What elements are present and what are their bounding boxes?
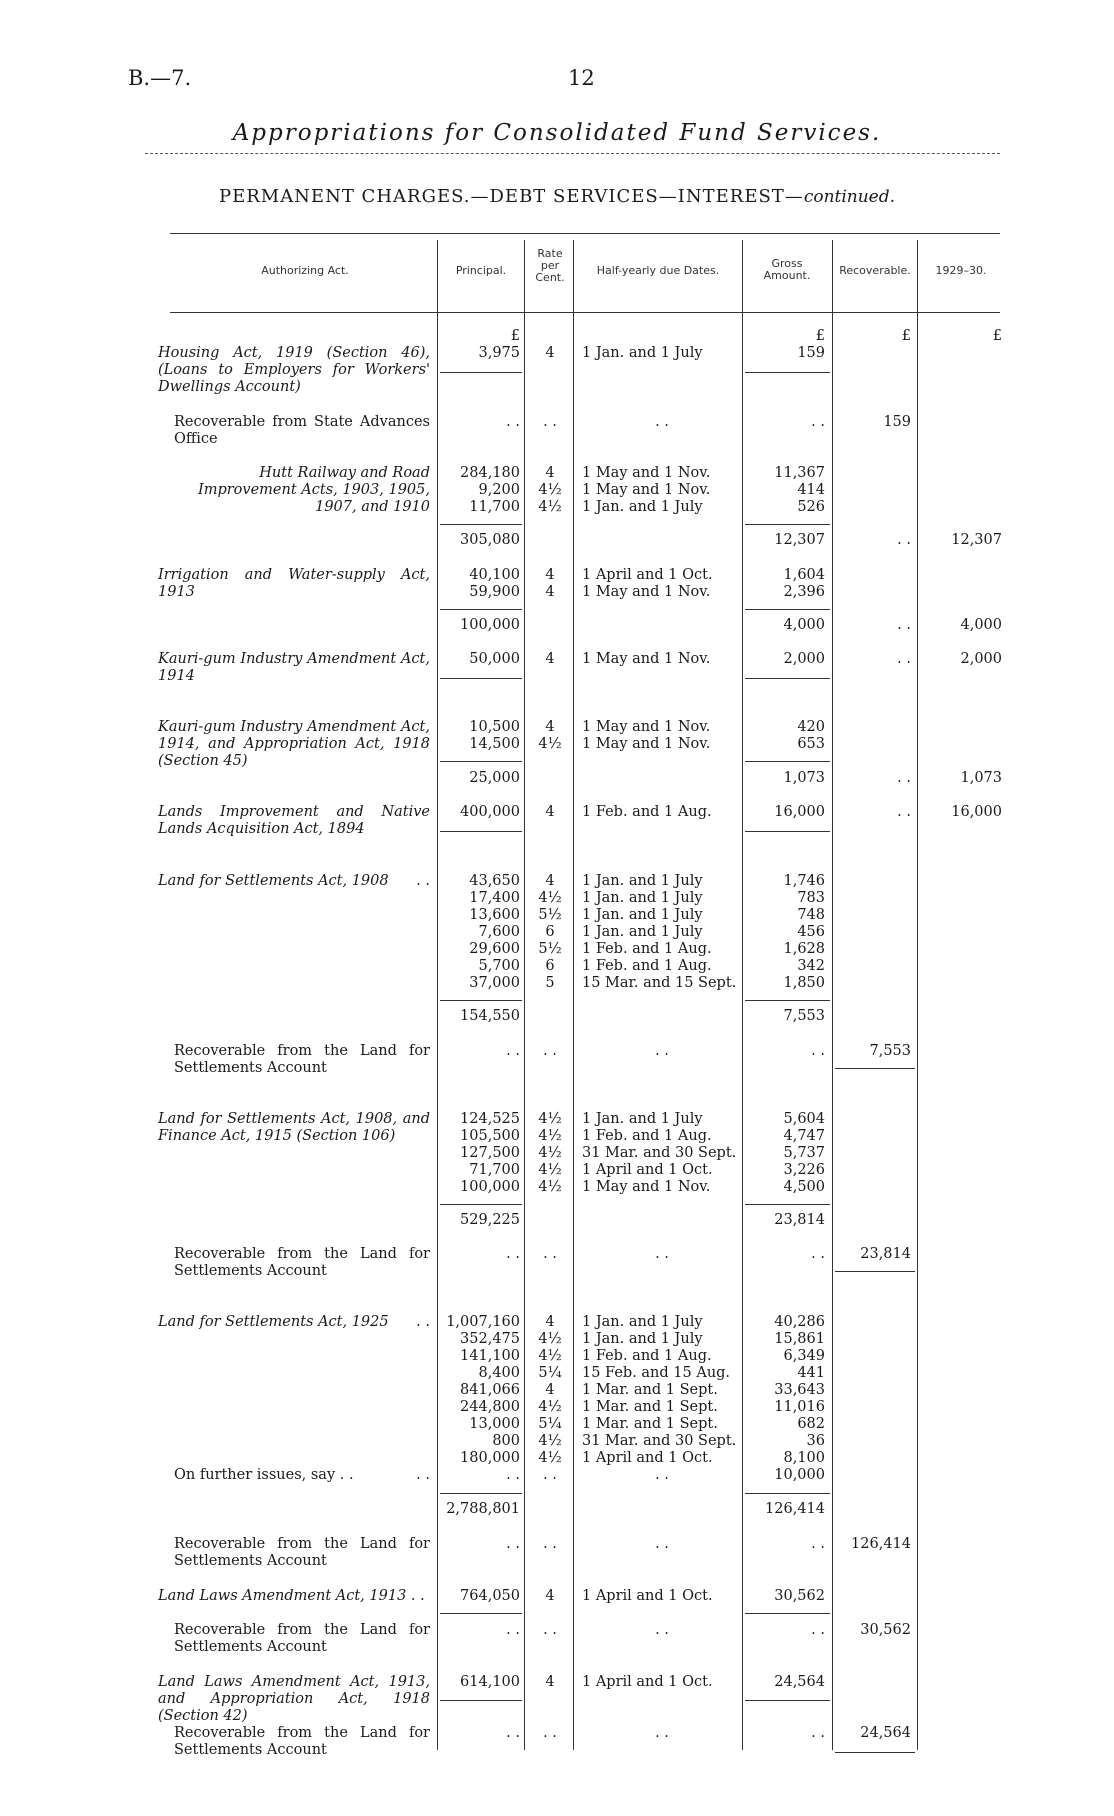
total-principal: 25,000 (469, 770, 520, 786)
year-amount: 1,073 (960, 770, 1002, 786)
dots-cell: . . (655, 1246, 669, 1262)
dots-cell: . . (811, 1246, 825, 1262)
gross-cell: 2,396 (783, 584, 825, 600)
rate-cell: 4½ (538, 890, 562, 906)
subtitle-main: PERMANENT CHARGES.—DEBT SERVICES—INTEREST— (218, 186, 804, 207)
subtotal-rule (745, 1613, 830, 1614)
page-title: Appropriations for Consolidated Fund Services. (232, 120, 882, 146)
year-amount: 12,307 (951, 532, 1002, 548)
rate-cell: 4 (545, 345, 555, 361)
rate-cell: 4½ (538, 1433, 562, 1449)
gross-cell: 4,500 (783, 1179, 825, 1195)
dates-cell: 1 Mar. and 1 Sept. (582, 1416, 718, 1432)
subtotal-rule (440, 372, 522, 373)
currency-recoverable: £ (901, 328, 911, 344)
dots-cell: . . (506, 1725, 520, 1741)
rate-cell: 4 (545, 1588, 555, 1604)
col-divider-rate (524, 240, 525, 1750)
act-land-laws-1913 (158, 1588, 430, 1605)
gross-cell: 5,604 (783, 1111, 825, 1127)
principal-cell: 105,500 (460, 1128, 520, 1144)
dots-cell: . . (811, 1725, 825, 1741)
recoverable-amount: 24,564 (860, 1725, 911, 1741)
principal-cell: 5,700 (478, 958, 520, 974)
rate-cell: 6 (545, 924, 555, 940)
subtotal-rule (440, 524, 522, 525)
rate-cell: 4 (545, 584, 555, 600)
dots-cell: . . (543, 1246, 557, 1262)
act-name: Land for Settlements Act, 1925 (158, 1314, 389, 1330)
header-bottom-rule (170, 312, 1000, 313)
gross-cell: 1,850 (783, 975, 825, 991)
dates-cell: 1 May and 1 Nov. (582, 584, 711, 600)
document-reference: B.—7. (128, 66, 192, 90)
dots-cell: . . (506, 1246, 520, 1262)
dates-cell: 31 Mar. and 30 Sept. (582, 1433, 737, 1449)
rate-cell: 4 (545, 1382, 555, 1398)
principal-cell: 43,650 (469, 873, 520, 889)
col-divider-gross (742, 240, 743, 1750)
gross-cell: 8,100 (783, 1450, 825, 1466)
total-gross: 12,307 (774, 532, 825, 548)
rate-cell: 4 (545, 719, 555, 735)
subtotal-rule (440, 678, 522, 679)
gross-cell: 456 (797, 924, 825, 940)
gross-cell: 36 (806, 1433, 825, 1449)
gross-cell: 40,286 (774, 1314, 825, 1330)
dates-cell: 1 Feb. and 1 Aug. (582, 1128, 712, 1144)
dots-cell: . . (655, 414, 669, 430)
dates-cell: 1 Jan. and 1 July (582, 345, 703, 361)
principal-cell: 284,180 (460, 465, 520, 481)
gross-cell: 11,016 (774, 1399, 825, 1415)
subtotal-rule (745, 1204, 830, 1205)
recoverable-amount: 30,562 (860, 1622, 911, 1638)
gross-cell: 342 (797, 958, 825, 974)
total-gross: 4,000 (783, 617, 825, 633)
dots-cell: . . (543, 1725, 557, 1741)
leader-dots: . . (410, 1588, 425, 1604)
subtotal-rule (745, 1700, 830, 1701)
dates-cell: 1 Jan. and 1 July (582, 1331, 703, 1347)
year-amount: 4,000 (960, 617, 1002, 633)
recoverable-amount: 23,814 (860, 1246, 911, 1262)
principal-cell: 180,000 (460, 1450, 520, 1466)
gross-cell: 5,737 (783, 1145, 825, 1161)
dots-cell: . . (811, 1622, 825, 1638)
subtitle-continued: continued. (803, 187, 896, 207)
subtotal-rule (745, 1493, 830, 1494)
rate-cell: 4½ (538, 1128, 562, 1144)
header-act: Authorizing Act. (261, 264, 349, 277)
rate-cell: 4 (545, 651, 555, 667)
recoverable-amount: 7,553 (869, 1043, 911, 1059)
dates-cell: 1 May and 1 Nov. (582, 719, 711, 735)
gross-cell: 682 (797, 1416, 825, 1432)
dates-cell: 1 Jan. and 1 July (582, 924, 703, 940)
further-label-text: On further issues, say (174, 1467, 336, 1483)
subtotal-rule (835, 1271, 915, 1272)
recoverable-amount: 126,414 (851, 1536, 911, 1552)
dots-cell: . . (897, 617, 911, 633)
dates-cell: 1 April and 1 Oct. (582, 567, 713, 583)
rate-cell: 4 (545, 804, 555, 820)
rate-cell: 4 (545, 1674, 555, 1690)
col-divider-year (917, 240, 918, 1750)
recoverable-label: Recoverable from State Advances Office (174, 414, 430, 447)
dots-cell: . . (811, 1536, 825, 1552)
subtotal-rule (440, 1613, 522, 1614)
dates-cell: 15 Feb. and 15 Aug. (582, 1365, 731, 1381)
rate-cell: 4½ (538, 1450, 562, 1466)
gross-cell: 420 (797, 719, 825, 735)
rate-cell: 4½ (538, 1399, 562, 1415)
act-irrigation: Irrigation and Water-supply Act, 1913 (158, 567, 430, 600)
dots-cell: . . (655, 1467, 669, 1483)
subtotal-rule (835, 1752, 915, 1753)
principal-cell: 141,100 (460, 1348, 520, 1364)
rate-cell: 4 (545, 567, 555, 583)
col-divider-recoverable (832, 240, 833, 1750)
total-gross: 23,814 (774, 1212, 825, 1228)
rate-cell: 4½ (538, 1111, 562, 1127)
currency-gross: £ (815, 328, 825, 344)
recoverable-label: Recoverable from the Land for Settlements Account (174, 1725, 430, 1758)
dates-cell: 1 April and 1 Oct. (582, 1588, 713, 1604)
gross-cell: 6,349 (783, 1348, 825, 1364)
principal-cell: 13,600 (469, 907, 520, 923)
currency-year: £ (992, 328, 1002, 344)
gross-cell: 414 (797, 482, 825, 498)
subtotal-rule (745, 1000, 830, 1001)
dots-cell: . . (897, 804, 911, 820)
gross-cell: 783 (797, 890, 825, 906)
act-kauri-gum-appropriation: Kauri-gum Industry Amendment Act, 1914, and Appropriation Act, 1918 (Section 45) (158, 719, 430, 769)
dots-cell: . . (506, 414, 520, 430)
total-gross: 126,414 (765, 1501, 825, 1517)
act-hutt: Hutt Railway and Road Improvement Acts, 1903, 1905, 1907, and 1910 (197, 465, 430, 515)
dates-cell: 1 Feb. and 1 Aug. (582, 804, 712, 820)
act-name: Land Laws Amendment Act, 1913 (158, 1588, 407, 1604)
gross-cell: 15,861 (774, 1331, 825, 1347)
principal-cell: 841,066 (460, 1382, 520, 1398)
year-amount: 2,000 (960, 651, 1002, 667)
gross-cell: 33,643 (774, 1382, 825, 1398)
dots-cell: . . (543, 414, 557, 430)
principal-cell: 244,800 (460, 1399, 520, 1415)
subtotal-rule (835, 1068, 915, 1069)
gross-cell: 30,562 (774, 1588, 825, 1604)
rate-cell: 4½ (538, 1348, 562, 1364)
dots-cell: . . (655, 1725, 669, 1741)
act-land-laws-1918: Land Laws Amendment Act, 1913, and Appropriation Act, 1918 (Section 42) (158, 1674, 430, 1724)
rate-cell: 4½ (538, 1145, 562, 1161)
gross-cell: 159 (797, 345, 825, 361)
principal-cell: 764,050 (460, 1588, 520, 1604)
gross-cell: 3,226 (783, 1162, 825, 1178)
subtotal-rule (745, 831, 830, 832)
subtotal-rule (745, 678, 830, 679)
total-principal: 154,550 (460, 1008, 520, 1024)
total-gross: 7,553 (783, 1008, 825, 1024)
dots-cell: . . (655, 1622, 669, 1638)
principal-cell: 9,200 (478, 482, 520, 498)
principal-cell: 17,400 (469, 890, 520, 906)
dots-cell: . . (506, 1622, 520, 1638)
dates-cell: 1 April and 1 Oct. (582, 1162, 713, 1178)
act-land-settlements-1908 (158, 873, 430, 890)
recoverable-amount: 159 (883, 414, 911, 430)
dates-cell: 1 May and 1 Nov. (582, 482, 711, 498)
principal-cell: 8,400 (478, 1365, 520, 1381)
act-kauri-gum: Kauri-gum Industry Amendment Act, 1914 (158, 651, 430, 684)
dots-cell: . . (543, 1622, 557, 1638)
dates-cell: 1 Feb. and 1 Aug. (582, 1348, 712, 1364)
dots-cell: . . (506, 1043, 520, 1059)
principal-cell: 127,500 (460, 1145, 520, 1161)
total-principal: 529,225 (460, 1212, 520, 1228)
year-amount: 16,000 (951, 804, 1002, 820)
principal-cell: 3,975 (478, 345, 520, 361)
rate-cell: 4½ (538, 1331, 562, 1347)
gross-cell: 16,000 (774, 804, 825, 820)
subtotal-rule (440, 1493, 522, 1494)
gross-cell: 441 (797, 1365, 825, 1381)
subtotal-rule (440, 1700, 522, 1701)
dates-cell: 1 May and 1 Nov. (582, 465, 711, 481)
leader-dots: . . (416, 1314, 430, 1330)
header-gross: Gross Amount. (763, 257, 811, 282)
principal-cell: 13,000 (469, 1416, 520, 1432)
act-lands-improvement: Lands Improvement and Native Lands Acquisition Act, 1894 (158, 804, 430, 837)
act-name: Land for Settlements Act, 1908 (158, 873, 389, 889)
dots-cell: . . (655, 1536, 669, 1552)
rate-cell: 5 (545, 975, 555, 991)
dates-cell: 1 April and 1 Oct. (582, 1674, 713, 1690)
dates-cell: 1 Jan. and 1 July (582, 499, 703, 515)
header-year: 1929–30. (935, 264, 987, 277)
gross-cell: 1,746 (783, 873, 825, 889)
dots-cell: . . (543, 1043, 557, 1059)
rate-cell: 4 (545, 465, 555, 481)
header-top-rule (170, 233, 1000, 234)
header-dates: Half-yearly due Dates. (596, 264, 720, 277)
rate-cell: 4½ (538, 482, 562, 498)
col-divider-dates (573, 240, 574, 1750)
gross-cell: 4,747 (783, 1128, 825, 1144)
principal-cell: 1,007,160 (446, 1314, 520, 1330)
header-rate: Rate per Cent. (535, 247, 565, 284)
gross-cell: 653 (797, 736, 825, 752)
dates-cell: 1 Feb. and 1 Aug. (582, 958, 712, 974)
rate-cell: 4½ (538, 499, 562, 515)
title-rule (145, 153, 1000, 154)
dots-cell: . . (506, 1536, 520, 1552)
rate-cell: 5¼ (538, 1416, 562, 1432)
dots-cell: . . (506, 1467, 520, 1483)
rate-cell: 4½ (538, 1179, 562, 1195)
recoverable-label: Recoverable from the Land for Settlements Account (174, 1536, 430, 1569)
recoverable-label: Recoverable from the Land for Settlements Account (174, 1246, 430, 1279)
rate-cell: 4 (545, 873, 555, 889)
dates-cell: 1 Mar. and 1 Sept. (582, 1382, 718, 1398)
total-gross: 1,073 (783, 770, 825, 786)
rate-cell: 5½ (538, 941, 562, 957)
dates-cell: 15 Mar. and 15 Sept. (582, 975, 737, 991)
leader-dots: . . (339, 1467, 354, 1483)
dates-cell: 1 Jan. and 1 July (582, 873, 703, 889)
dates-cell: 31 Mar. and 30 Sept. (582, 1145, 737, 1161)
subtotal-rule (440, 1000, 522, 1001)
subtotal-rule (440, 761, 522, 762)
principal-cell: 29,600 (469, 941, 520, 957)
subtotal-rule (745, 761, 830, 762)
principal-cell: 614,100 (460, 1674, 520, 1690)
rate-cell: 5¼ (538, 1365, 562, 1381)
header-recoverable: Recoverable. (839, 264, 911, 277)
further-issues-label (174, 1467, 430, 1484)
dots-cell: . . (897, 532, 911, 548)
subtotal-rule (440, 609, 522, 610)
principal-cell: 352,475 (460, 1331, 520, 1347)
leader-dots: . . (416, 1467, 430, 1483)
dates-cell: 1 Mar. and 1 Sept. (582, 1399, 718, 1415)
dates-cell: 1 Jan. and 1 July (582, 907, 703, 923)
subtotal-rule (745, 372, 830, 373)
gross-cell: 526 (797, 499, 825, 515)
rate-cell: 4½ (538, 1162, 562, 1178)
gross-cell: 1,628 (783, 941, 825, 957)
principal-cell: 40,100 (469, 567, 520, 583)
principal-cell: 50,000 (469, 651, 520, 667)
page-number: 12 (568, 66, 595, 90)
dots-cell: . . (655, 1043, 669, 1059)
principal-cell: 800 (492, 1433, 520, 1449)
dates-cell: 1 Jan. and 1 July (582, 890, 703, 906)
dates-cell: 1 April and 1 Oct. (582, 1450, 713, 1466)
recoverable-label: Recoverable from the Land for Settlements Account (174, 1622, 430, 1655)
subtotal-rule (440, 1204, 522, 1205)
dots-cell: . . (897, 770, 911, 786)
leader-dots: . . (416, 873, 430, 889)
dates-cell: 1 Jan. and 1 July (582, 1111, 703, 1127)
dates-cell: 1 May and 1 Nov. (582, 736, 711, 752)
principal-cell: 10,500 (469, 719, 520, 735)
col-divider-principal (437, 240, 438, 1750)
dots-cell: . . (811, 1043, 825, 1059)
header-principal: Principal. (455, 264, 507, 277)
total-principal: 2,788,801 (446, 1501, 520, 1517)
act-housing: Housing Act, 1919 (Section 46), (Loans to Employers for Workers' Dwellings Account) (158, 345, 430, 395)
dates-cell: 1 May and 1 Nov. (582, 651, 711, 667)
gross-cell: 24,564 (774, 1674, 825, 1690)
gross-cell: 11,367 (774, 465, 825, 481)
principal-cell: 71,700 (469, 1162, 520, 1178)
further-gross: 10,000 (774, 1467, 825, 1483)
dots-cell: . . (897, 651, 911, 667)
principal-cell: 100,000 (460, 1179, 520, 1195)
dates-cell: 1 Jan. and 1 July (582, 1314, 703, 1330)
principal-cell: 11,700 (469, 499, 520, 515)
subtotal-rule (745, 524, 830, 525)
act-land-settlements-1925 (158, 1314, 430, 1331)
principal-cell: 59,900 (469, 584, 520, 600)
currency-principal: £ (510, 328, 520, 344)
principal-cell: 37,000 (469, 975, 520, 991)
dates-cell: 1 Feb. and 1 Aug. (582, 941, 712, 957)
dates-cell: 1 May and 1 Nov. (582, 1179, 711, 1195)
gross-cell: 2,000 (783, 651, 825, 667)
subtotal-rule (745, 609, 830, 610)
act-land-settlements-finance: Land for Settlements Act, 1908, and Finance Act, 1915 (Section 106) (158, 1111, 430, 1144)
gross-cell: 748 (797, 907, 825, 923)
rate-cell: 4 (545, 1314, 555, 1330)
dots-cell: . . (543, 1536, 557, 1552)
rate-cell: 6 (545, 958, 555, 974)
total-principal: 305,080 (460, 532, 520, 548)
total-principal: 100,000 (460, 617, 520, 633)
dots-cell: . . (811, 414, 825, 430)
principal-cell: 400,000 (460, 804, 520, 820)
principal-cell: 7,600 (478, 924, 520, 940)
recoverable-label: Recoverable from the Land for Settlements Account (174, 1043, 430, 1076)
gross-cell: 1,604 (783, 567, 825, 583)
principal-cell: 14,500 (469, 736, 520, 752)
principal-cell: 124,525 (460, 1111, 520, 1127)
dots-cell: . . (543, 1467, 557, 1483)
rate-cell: 5½ (538, 907, 562, 923)
rate-cell: 4½ (538, 736, 562, 752)
subtotal-rule (440, 831, 522, 832)
page-subtitle (0, 186, 1114, 207)
